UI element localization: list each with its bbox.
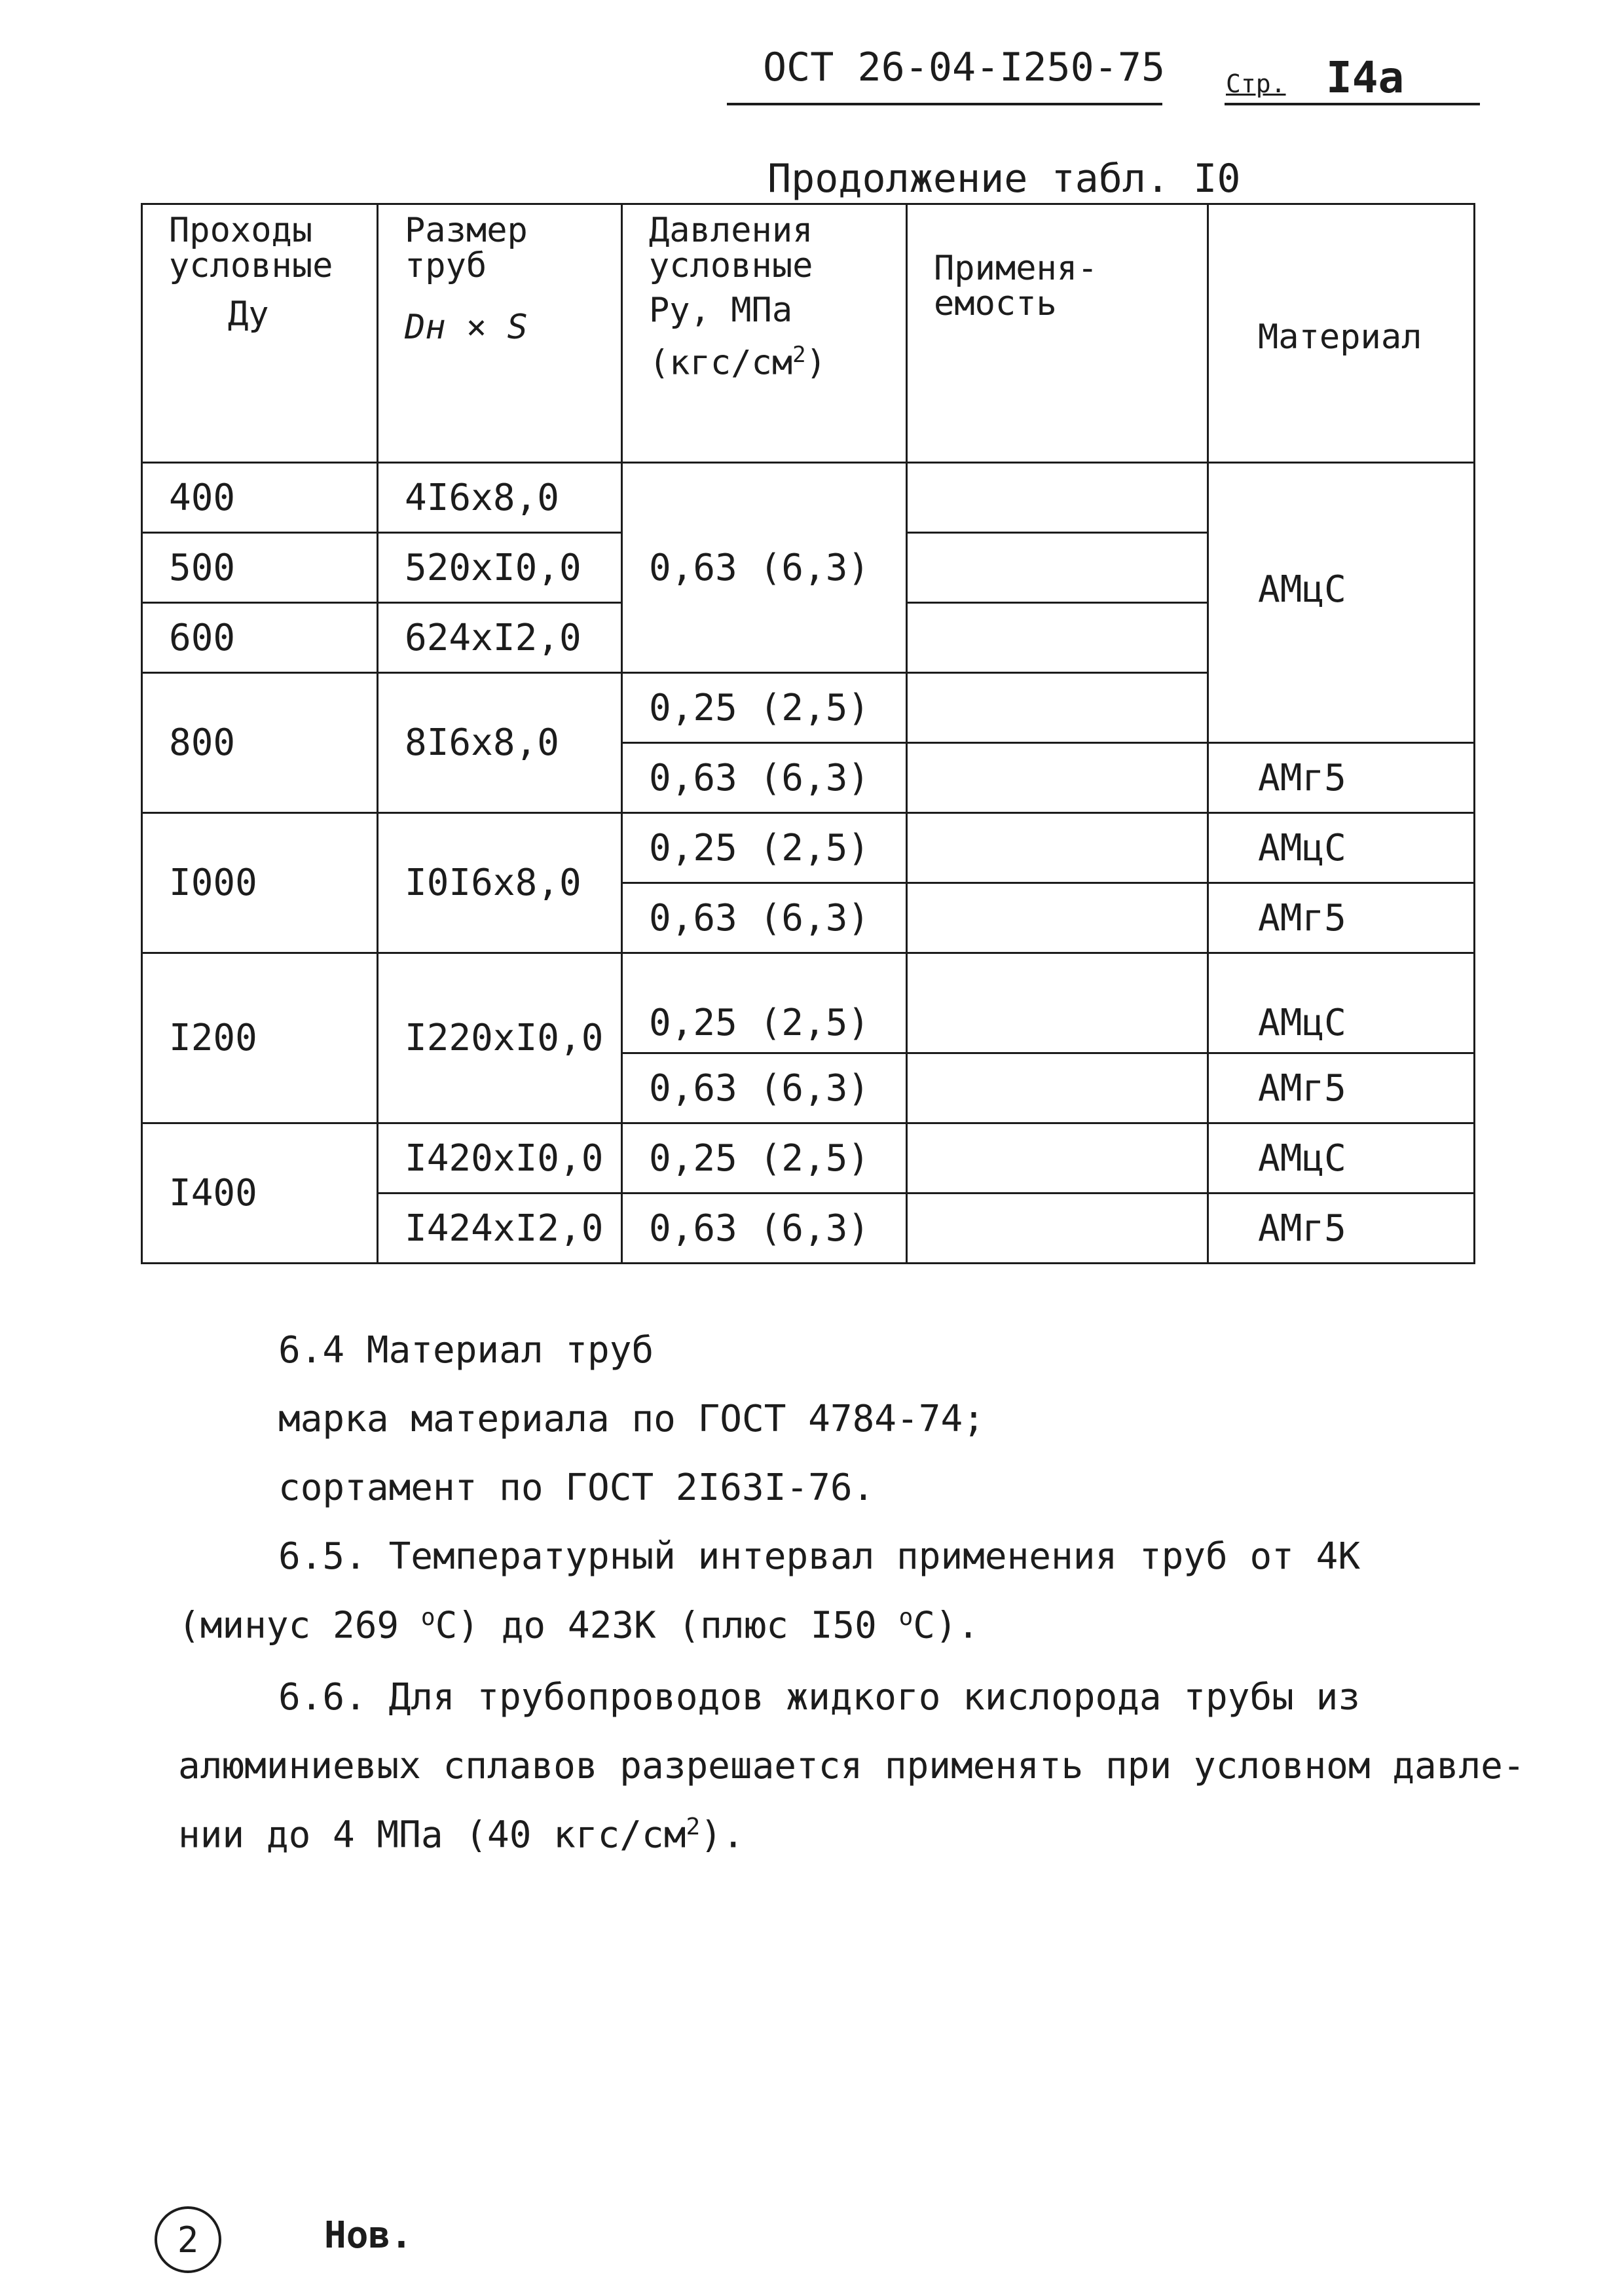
cell-applicability: [907, 743, 1208, 813]
cell-du: 500: [142, 533, 378, 603]
col-header-passage-line2: условные: [169, 246, 333, 285]
cell-applicability: [907, 673, 1208, 743]
col-header-applicability: [907, 204, 1208, 463]
section-6-4-assortment: сортамент по ГОСТ 2I63I-76.: [278, 1467, 875, 1509]
header-underline: [727, 103, 1162, 105]
cell-applicability: [907, 603, 1208, 673]
cell-material: АМцС: [1208, 953, 1475, 1053]
col-header-size-line2: труб: [405, 246, 487, 285]
pressure-limit-text: нии до 4 МПа (40 кгс/см: [178, 1813, 686, 1857]
table-row: [142, 1123, 1475, 1194]
cell-pressure: 0,25 (2,5): [622, 953, 907, 1053]
cell-pressure: 0,63 (6,3): [622, 743, 907, 813]
cell-size: 4I6х8,0: [378, 463, 622, 533]
cell-applicability: [907, 883, 1208, 953]
col-header-pressure: [622, 204, 907, 463]
col-header-passage-line3: Ду: [228, 295, 269, 334]
section-6-6-line1: 6.6. Для трубопроводов жидкого кислорода трубы из: [278, 1676, 1361, 1719]
cell-size: 8I6х8,0: [378, 673, 622, 813]
cell-du: 600: [142, 603, 378, 673]
section-6-6-line3: [178, 1813, 745, 1857]
cell-applicability: [907, 813, 1208, 883]
page-label: Стр.: [1226, 69, 1286, 98]
change-note: Нов.: [324, 2214, 413, 2257]
cell-pressure: 0,25 (2,5): [622, 813, 907, 883]
col-header-size-line1: Размер: [405, 211, 528, 250]
cell-du: 800: [142, 673, 378, 813]
col-header-pressure-line4: [649, 328, 906, 383]
col-header-passage: [142, 204, 378, 463]
cell-size: I420хI0,0: [378, 1123, 622, 1194]
cell-pressure: 0,63 (6,3): [622, 1053, 907, 1123]
section-6-4-title: 6.4 Материал труб: [278, 1329, 654, 1372]
cell-size: I220хI0,0: [378, 953, 622, 1123]
table-row: [142, 463, 1475, 533]
cell-material: АМг5: [1208, 1194, 1475, 1264]
cell-applicability: [907, 533, 1208, 603]
table-row: [142, 813, 1475, 883]
col-header-size-line3: Dн × S: [405, 308, 528, 347]
pressure-limit-close: ).: [700, 1813, 745, 1857]
cell-material: АМг5: [1208, 743, 1475, 813]
cell-applicability: [907, 1053, 1208, 1123]
page-number: I4а: [1326, 52, 1405, 103]
table-caption: Продолжение табл. I0: [767, 156, 1241, 202]
cell-pressure: 0,25 (2,5): [622, 673, 907, 743]
section-6-6-line2: алюминиевых сплавов разрешается применять при условном давле-: [178, 1745, 1525, 1787]
col-header-applicability-line2: емость: [934, 284, 1057, 323]
degree-mark: о: [898, 1604, 913, 1631]
section-6-4-grade: марка материала по ГОСТ 4784-74;: [278, 1398, 985, 1440]
cell-du: I200: [142, 953, 378, 1123]
temp-text-b: С) до 423К (плюс I50: [435, 1604, 899, 1647]
cell-size: I0I6х8,0: [378, 813, 622, 953]
cell-size: 520хI0,0: [378, 533, 622, 603]
change-number: 2: [177, 2219, 199, 2261]
cell-du: 400: [142, 463, 378, 533]
cell-applicability: [907, 1194, 1208, 1264]
temp-text-c: С).: [913, 1604, 980, 1647]
cell-material: АМг5: [1208, 883, 1475, 953]
change-number-circle: [155, 2206, 221, 2273]
degree-mark: о: [420, 1604, 435, 1631]
cell-material: АМг5: [1208, 1053, 1475, 1123]
col-header-pressure-line2: условные: [649, 246, 813, 285]
cell-pressure: 0,63 (6,3): [622, 463, 907, 673]
cell-material: АМцС: [1208, 1123, 1475, 1194]
cell-applicability: [907, 1123, 1208, 1194]
col-header-passage-line1: Проходы: [169, 211, 313, 250]
pressure-unit-close: ): [805, 343, 826, 383]
cell-du: I400: [142, 1123, 378, 1264]
temp-text-a: (минус 269: [178, 1604, 421, 1647]
section-6-5-line1: 6.5. Температурный интервал применения труб от 4К: [278, 1535, 1361, 1578]
col-header-material: Материал: [1208, 204, 1475, 463]
cell-material: АМцС: [1208, 813, 1475, 883]
cell-applicability: [907, 463, 1208, 533]
col-header-size: [378, 204, 622, 463]
cell-size: 624хI2,0: [378, 603, 622, 673]
document-code: ОСТ 26-04-I250-75: [763, 45, 1166, 90]
page-underline: [1225, 103, 1480, 105]
col-header-pressure-line1: Давления: [649, 211, 813, 250]
cell-pressure: 0,63 (6,3): [622, 883, 907, 953]
section-6-5-line2: [178, 1604, 979, 1647]
col-header-pressure-line3: Ру, МПа: [649, 291, 793, 330]
cell-pressure: 0,25 (2,5): [622, 1123, 907, 1194]
table-header-row: [142, 204, 1475, 463]
cell-material: АМцС: [1208, 463, 1475, 743]
unit-exponent: 2: [686, 1813, 701, 1840]
cell-du: I000: [142, 813, 378, 953]
pressure-unit-exponent: 2: [792, 342, 806, 368]
cell-size: I424хI2,0: [378, 1194, 622, 1264]
cell-pressure: 0,63 (6,3): [622, 1194, 907, 1264]
pipe-spec-table: [141, 203, 1475, 1264]
table-row: [142, 953, 1475, 1053]
pressure-unit: (кгс/см: [649, 343, 793, 383]
col-header-applicability-line1: Применя-: [934, 249, 1098, 288]
cell-applicability: [907, 953, 1208, 1053]
